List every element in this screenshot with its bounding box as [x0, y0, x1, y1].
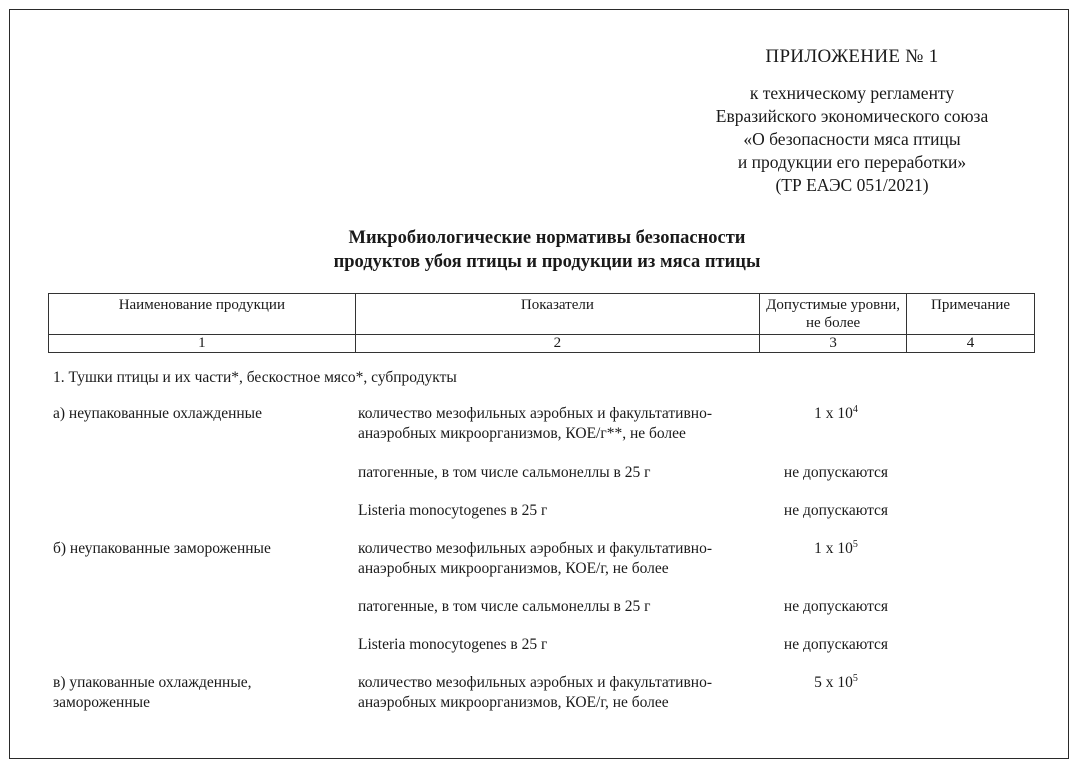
level-exponent: 5 — [852, 539, 858, 550]
level-value: не допускаются — [783, 464, 889, 481]
product-name: в) упакованные охлажденные, замороженные — [53, 674, 252, 711]
column-number: 2 — [355, 335, 759, 353]
level-exponent: 5 — [852, 673, 858, 684]
appendix-line: и продукции его переработки» — [737, 152, 967, 172]
indicator-text: патогенные, в том числе сальмонеллы в 25 г — [358, 464, 651, 481]
indicator-text: количество мезофильных аэробных и факультативно-анаэробных микроорганизмов, КОЕ/г, не более — [358, 674, 712, 711]
appendix-heading: ПРИЛОЖЕНИЕ № 1 — [765, 46, 939, 67]
title-line-2: продуктов убоя птицы и продукции из мяса птицы — [333, 252, 761, 272]
column-number: 4 — [907, 335, 1035, 353]
level-base: 1 x 10 — [814, 405, 853, 422]
level-value — [764, 539, 908, 559]
column-number: 3 — [760, 335, 907, 353]
level-value: не допускаются — [783, 502, 889, 519]
header-table — [48, 293, 1035, 353]
indicator-text: Listeria monocytogenes в 25 г — [358, 502, 548, 519]
document-title — [0, 226, 1080, 274]
level-value — [764, 404, 908, 424]
appendix-block — [662, 46, 1042, 197]
level-value: не допускаются — [783, 636, 889, 653]
product-name: а) неупакованные охлажденные — [53, 405, 262, 422]
section-heading: 1. Тушки птицы и их части*, бескостное мясо*, субпродукты — [53, 369, 457, 386]
header-cell-indicators: Показатели — [355, 294, 759, 335]
indicator-text: количество мезофильных аэробных и факультативно-анаэробных микроорганизмов, КОЕ/г**, не более — [358, 405, 712, 442]
level-base: 5 x 10 — [814, 674, 853, 691]
appendix-line: «О безопасности мяса птицы — [743, 129, 961, 149]
header-cell-levels: Допустимые уровни, не более — [760, 294, 907, 335]
header-row — [49, 294, 1035, 335]
product-name: б) неупакованные замороженные — [53, 540, 271, 557]
appendix-line: Евразийского экономического союза — [715, 106, 989, 126]
column-number: 1 — [49, 335, 356, 353]
level-exponent: 4 — [852, 404, 858, 415]
column-number-row — [49, 335, 1035, 353]
level-value — [764, 673, 908, 693]
level-base: 1 x 10 — [814, 540, 853, 557]
indicator-text: Listeria monocytogenes в 25 г — [358, 636, 548, 653]
level-value: не допускаются — [783, 598, 889, 615]
title-line-1: Микробиологические нормативы безопасности — [348, 228, 746, 248]
header-cell-note: Примечание — [907, 294, 1035, 335]
appendix-line: к техническому регламенту — [749, 83, 955, 103]
indicator-text: патогенные, в том числе сальмонеллы в 25 г — [358, 598, 651, 615]
appendix-line: (ТР ЕАЭС 051/2021) — [775, 175, 929, 195]
header-cell-product: Наименование продукции — [49, 294, 356, 335]
indicator-text: количество мезофильных аэробных и факультативно-анаэробных микроорганизмов, КОЕ/г, не более — [358, 540, 712, 577]
